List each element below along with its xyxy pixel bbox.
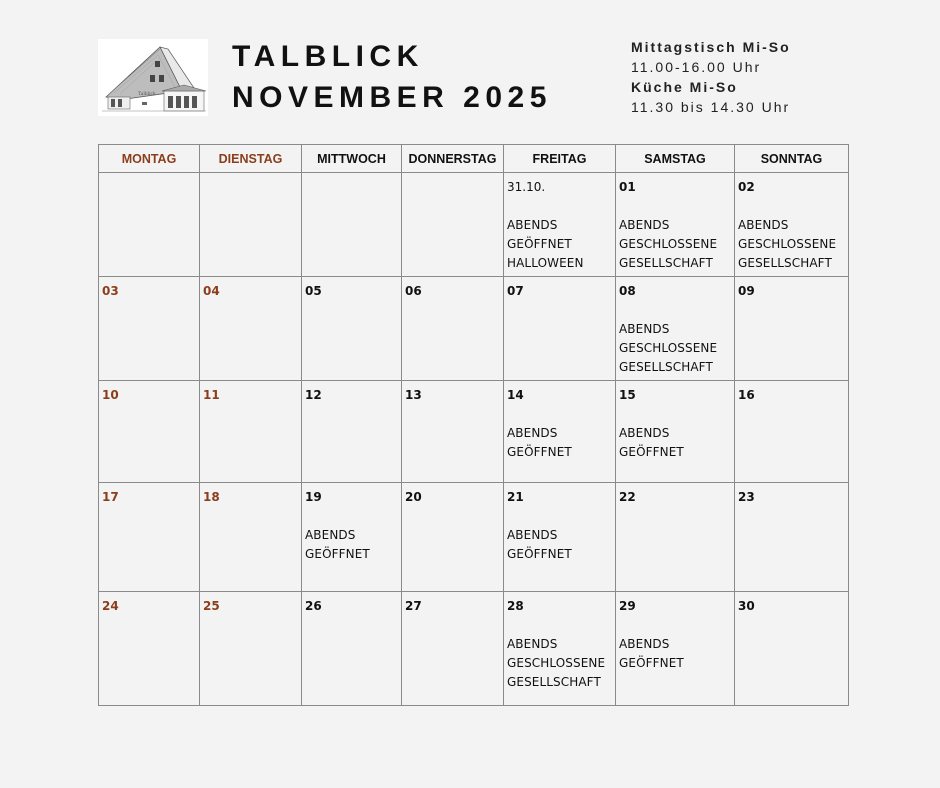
day-number: 28 xyxy=(507,599,524,613)
calendar-day-cell xyxy=(402,381,504,483)
day-event-note: ABENDS GEÖFFNET HALLOWEEN xyxy=(507,218,584,270)
house-sketch-icon xyxy=(98,39,208,116)
calendar-day-cell xyxy=(99,277,200,381)
day-event-note: ABENDS GEÖFFNET xyxy=(619,426,684,459)
calendar-day-cell xyxy=(616,592,735,706)
day-number: 09 xyxy=(738,284,755,298)
day-number: 06 xyxy=(405,284,422,298)
calendar-day-cell xyxy=(402,173,504,277)
talblick-logo xyxy=(98,39,208,116)
calendar-week-row xyxy=(99,277,849,381)
calendar-day-cell xyxy=(200,483,302,592)
calendar-day-cell xyxy=(99,173,200,277)
calendar-day-cell xyxy=(99,592,200,706)
calendar-week-row xyxy=(99,173,849,277)
day-number: 08 xyxy=(619,284,636,298)
day-number: 04 xyxy=(203,284,220,298)
calendar-day-cell xyxy=(504,277,616,381)
page-title xyxy=(232,36,552,118)
calendar-week-row xyxy=(99,483,849,592)
day-number: 19 xyxy=(305,490,322,504)
calendar-week-row xyxy=(99,592,849,706)
calendar-day-cell xyxy=(200,277,302,381)
day-number: 03 xyxy=(102,284,119,298)
day-number: 29 xyxy=(619,599,636,613)
calendar-day-cell xyxy=(302,483,402,592)
calendar-day-cell xyxy=(402,483,504,592)
day-number: 07 xyxy=(507,284,524,298)
weekday-wednesday: MITTWOCH xyxy=(302,145,402,173)
hours-kitchen-time: 11.30 bis 14.30 Uhr xyxy=(631,99,791,115)
day-event-note: ABENDS GEÖFFNET xyxy=(507,426,572,459)
hours-lunch-time: 11.00-16.00 Uhr xyxy=(631,59,762,75)
calendar-day-cell xyxy=(735,483,849,592)
calendar-day-cell xyxy=(616,483,735,592)
day-number: 16 xyxy=(738,388,755,402)
day-number: 10 xyxy=(102,388,119,402)
calendar-day-cell xyxy=(200,173,302,277)
calendar-day-cell xyxy=(504,173,616,277)
day-number: 11 xyxy=(203,388,220,402)
calendar-day-cell xyxy=(616,173,735,277)
calendar-day-cell xyxy=(402,592,504,706)
day-event-note: ABENDS GEÖFFNET xyxy=(507,528,572,561)
weekday-sunday: SONNTAG xyxy=(735,145,849,173)
calendar-day-cell xyxy=(302,277,402,381)
day-number: 18 xyxy=(203,490,220,504)
calendar-day-cell xyxy=(200,381,302,483)
day-number: 26 xyxy=(305,599,322,613)
day-number: 24 xyxy=(102,599,119,613)
weekday-header-row xyxy=(99,145,849,173)
weekday-friday: FREITAG xyxy=(504,145,616,173)
calendar-day-cell xyxy=(99,381,200,483)
day-event-note: ABENDS GEÖFFNET xyxy=(619,637,684,670)
day-event-note: ABENDS GESCHLOSSENE GESELLSCHAFT xyxy=(619,218,718,270)
calendar-day-cell xyxy=(735,381,849,483)
calendar-day-cell xyxy=(616,277,735,381)
title-line-month: NOVEMBER 2025 xyxy=(232,81,552,114)
day-number: 12 xyxy=(305,388,322,402)
calendar-day-cell xyxy=(735,592,849,706)
hours-kitchen-label: Küche Mi-So xyxy=(631,79,738,95)
day-number: 15 xyxy=(619,388,636,402)
calendar-day-cell xyxy=(302,381,402,483)
day-number: 21 xyxy=(507,490,524,504)
day-event-note: ABENDS GESCHLOSSENE GESELLSCHAFT xyxy=(738,218,837,270)
day-number: 13 xyxy=(405,388,422,402)
day-number: 23 xyxy=(738,490,755,504)
day-number: 22 xyxy=(619,490,636,504)
day-number: 25 xyxy=(203,599,220,613)
day-number: 02 xyxy=(738,180,755,194)
calendar-table xyxy=(98,144,849,706)
calendar-day-cell xyxy=(302,592,402,706)
calendar-day-cell xyxy=(504,381,616,483)
calendar-day-cell xyxy=(616,381,735,483)
day-event-note: ABENDS GESCHLOSSENE GESELLSCHAFT xyxy=(507,637,606,689)
calendar-day-cell xyxy=(735,277,849,381)
day-number: 05 xyxy=(305,284,322,298)
logo-caption: Talblick xyxy=(138,92,156,97)
day-number: 31.10. xyxy=(507,180,546,194)
day-number: 14 xyxy=(507,388,524,402)
day-number: 17 xyxy=(102,490,119,504)
weekday-thursday: DONNERSTAG xyxy=(402,145,504,173)
day-number: 01 xyxy=(619,180,636,194)
calendar-day-cell xyxy=(99,483,200,592)
weekday-tuesday: DIENSTAG xyxy=(200,145,302,173)
calendar-day-cell xyxy=(200,592,302,706)
day-number: 27 xyxy=(405,599,422,613)
day-number: 20 xyxy=(405,490,422,504)
weekday-saturday: SAMSTAG xyxy=(616,145,735,173)
calendar-day-cell xyxy=(735,173,849,277)
hours-lunch-label: Mittagstisch Mi-So xyxy=(631,39,791,55)
opening-hours xyxy=(631,37,791,117)
calendar-day-cell xyxy=(504,483,616,592)
weekday-monday: MONTAG xyxy=(99,145,200,173)
title-line-name: TALBLICK xyxy=(232,40,424,73)
day-number: 30 xyxy=(738,599,755,613)
calendar-day-cell xyxy=(302,173,402,277)
calendar-day-cell xyxy=(504,592,616,706)
day-event-note: ABENDS GEÖFFNET xyxy=(305,528,370,561)
calendar-day-cell xyxy=(402,277,504,381)
calendar-week-row xyxy=(99,381,849,483)
day-event-note: ABENDS GESCHLOSSENE GESELLSCHAFT xyxy=(619,322,718,374)
